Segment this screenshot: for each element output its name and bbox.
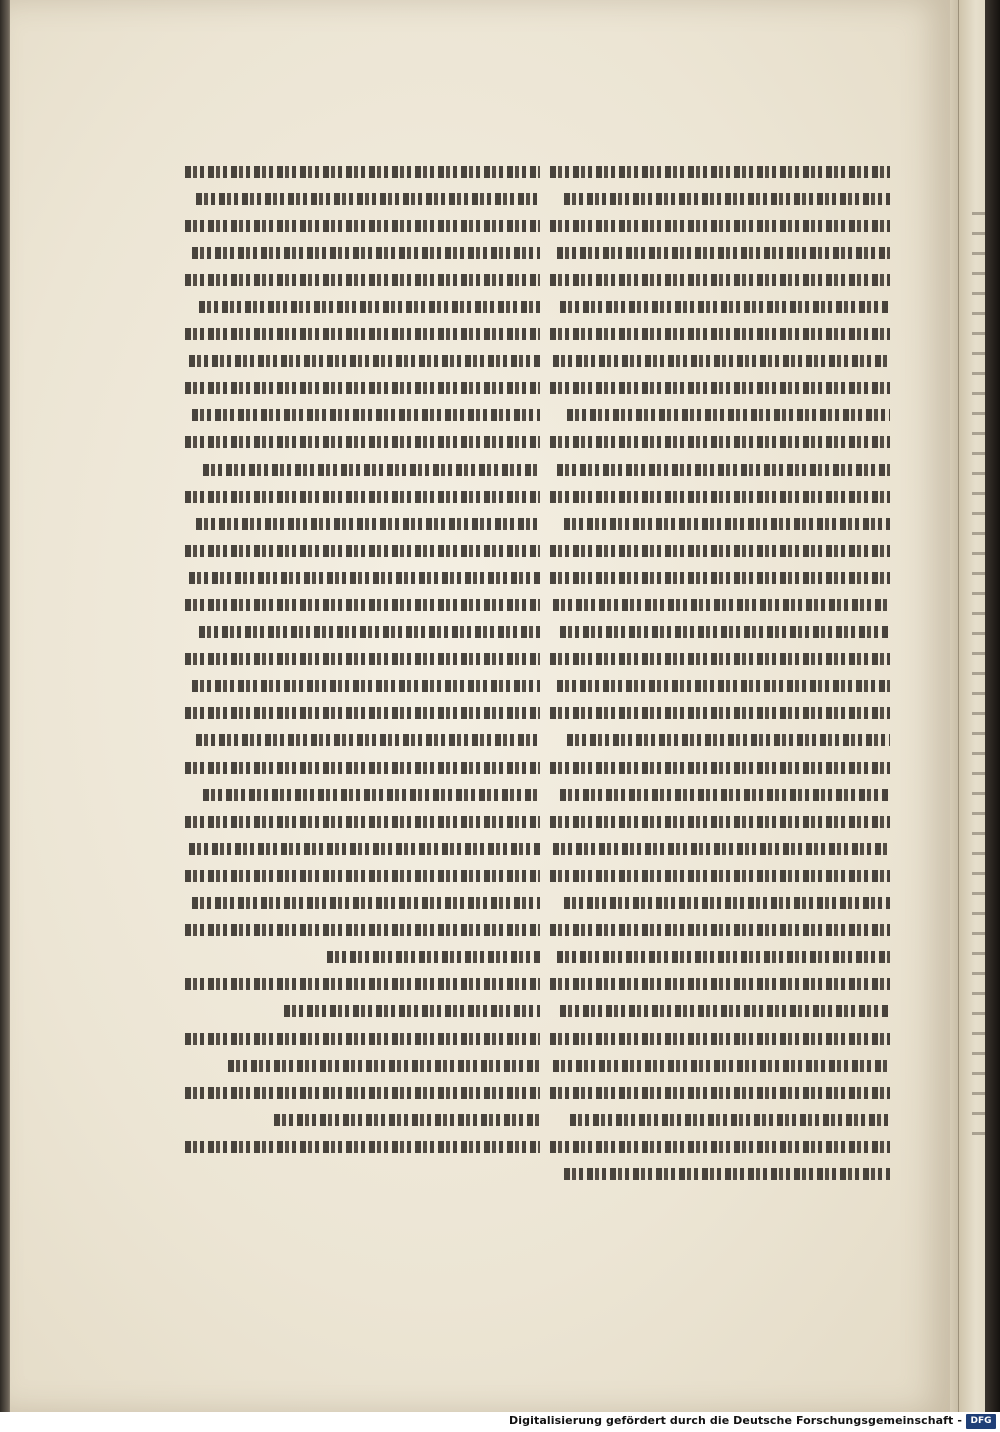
manuscript-text-line — [185, 431, 540, 452]
manuscript-text-line — [550, 160, 890, 181]
handwritten-ink-stroke — [557, 680, 890, 692]
handwritten-ink-stroke — [185, 274, 540, 286]
manuscript-text-line — [550, 837, 890, 858]
handwritten-ink-stroke — [560, 789, 890, 801]
manuscript-text-line — [185, 485, 540, 506]
manuscript-text-line — [185, 946, 540, 967]
handwritten-ink-stroke — [327, 951, 540, 963]
handwritten-ink-stroke — [567, 734, 890, 746]
handwritten-ink-stroke — [564, 518, 890, 530]
manuscript-text-line — [550, 1081, 890, 1102]
handwritten-ink-stroke — [553, 355, 890, 367]
manuscript-text-line — [550, 458, 890, 479]
manuscript-text-line — [550, 431, 890, 452]
handwritten-ink-stroke — [550, 545, 890, 557]
handwritten-ink-stroke — [550, 274, 890, 286]
manuscript-text-line — [185, 187, 540, 208]
handwritten-ink-stroke — [550, 328, 890, 340]
handwritten-ink-stroke — [274, 1114, 540, 1126]
manuscript-text-line — [550, 729, 890, 750]
manuscript-text-line — [550, 946, 890, 967]
handwritten-ink-stroke — [550, 707, 890, 719]
handwritten-ink-stroke — [550, 382, 890, 394]
handwritten-ink-stroke — [550, 762, 890, 774]
manuscript-text-line — [185, 1027, 540, 1048]
manuscript-text-line — [185, 214, 540, 235]
handwritten-ink-stroke — [192, 680, 540, 692]
handwritten-ink-stroke — [185, 870, 540, 882]
manuscript-text-line — [550, 675, 890, 696]
manuscript-text-line — [550, 783, 890, 804]
handwritten-ink-stroke — [192, 409, 540, 421]
handwritten-ink-stroke — [185, 220, 540, 232]
manuscript-text-line — [185, 1054, 540, 1075]
handwritten-ink-stroke — [199, 301, 540, 313]
handwritten-ink-stroke — [550, 978, 890, 990]
manuscript-text-line — [185, 810, 540, 831]
manuscript-text-line — [185, 729, 540, 750]
manuscript-text-line — [550, 1027, 890, 1048]
manuscript-text-line — [185, 241, 540, 262]
handwritten-ink-stroke — [185, 436, 540, 448]
handwritten-ink-stroke — [203, 464, 540, 476]
manuscript-text-line — [550, 512, 890, 533]
manuscript-text-line — [550, 702, 890, 723]
handwritten-ink-stroke — [185, 599, 540, 611]
handwritten-ink-stroke — [196, 193, 540, 205]
handwritten-ink-stroke — [192, 247, 540, 259]
manuscript-text-line — [185, 621, 540, 642]
manuscript-text-line — [550, 919, 890, 940]
handwritten-ink-stroke — [560, 626, 890, 638]
manuscript-text-line — [185, 919, 540, 940]
handwritten-ink-stroke — [550, 924, 890, 936]
handwritten-ink-stroke — [185, 924, 540, 936]
manuscript-text-line — [185, 350, 540, 371]
manuscript-text-line — [550, 756, 890, 777]
manuscript-text-line — [185, 973, 540, 994]
right-text-column — [550, 160, 890, 1190]
manuscript-text-line — [550, 621, 890, 642]
handwritten-ink-stroke — [185, 166, 540, 178]
handwritten-ink-stroke — [196, 734, 540, 746]
funding-credit-text: Digitalisierung gefördert durch die Deutsche Forschungsgemeinschaft - — [509, 1414, 962, 1427]
handwritten-ink-stroke — [564, 897, 890, 909]
manuscript-text-line — [185, 1000, 540, 1021]
manuscript-text-line — [185, 594, 540, 615]
manuscript-text-line — [185, 160, 540, 181]
manuscript-text-line — [550, 1135, 890, 1156]
handwritten-ink-stroke — [196, 518, 540, 530]
handwritten-ink-stroke — [550, 572, 890, 584]
handwritten-ink-stroke — [564, 1168, 890, 1180]
manuscript-text-line — [550, 350, 890, 371]
manuscript-text-line — [550, 973, 890, 994]
manuscript-text-line — [550, 1000, 890, 1021]
manuscript-text-line — [550, 864, 890, 885]
manuscript-text-line — [550, 295, 890, 316]
handwritten-ink-stroke — [550, 491, 890, 503]
handwritten-ink-stroke — [199, 626, 540, 638]
handwritten-ink-stroke — [560, 301, 890, 313]
handwritten-ink-stroke — [185, 328, 540, 340]
manuscript-text-line — [185, 1081, 540, 1102]
handwritten-ink-stroke — [185, 1033, 540, 1045]
manuscript-text-line — [550, 566, 890, 587]
manuscript-text-line — [185, 864, 540, 885]
left-text-column — [185, 160, 540, 1162]
handwritten-ink-stroke — [185, 382, 540, 394]
manuscript-text-line — [550, 187, 890, 208]
handwritten-ink-stroke — [189, 355, 540, 367]
handwritten-ink-stroke — [550, 653, 890, 665]
manuscript-text-line — [185, 675, 540, 696]
handwritten-ink-stroke — [553, 843, 890, 855]
manuscript-text-line — [550, 892, 890, 913]
handwritten-ink-stroke — [560, 1005, 890, 1017]
handwritten-ink-stroke — [550, 816, 890, 828]
manuscript-text-line — [550, 377, 890, 398]
manuscript-text-line — [185, 892, 540, 913]
manuscript-text-line — [550, 404, 890, 425]
handwritten-ink-stroke — [185, 491, 540, 503]
manuscript-text-line — [550, 241, 890, 262]
manuscript-text-line — [185, 837, 540, 858]
handwritten-ink-stroke — [550, 870, 890, 882]
manuscript-text-line — [550, 214, 890, 235]
manuscript-text-line — [185, 566, 540, 587]
manuscript-text-line — [550, 594, 890, 615]
handwritten-ink-stroke — [564, 193, 890, 205]
handwritten-ink-stroke — [567, 409, 890, 421]
handwritten-ink-stroke — [550, 166, 890, 178]
handwritten-ink-stroke — [185, 653, 540, 665]
handwritten-ink-stroke — [228, 1060, 540, 1072]
manuscript-text-line — [185, 1108, 540, 1129]
handwritten-ink-stroke — [550, 1087, 890, 1099]
manuscript-text-line — [550, 648, 890, 669]
handwritten-ink-stroke — [553, 599, 890, 611]
manuscript-text-line — [550, 1162, 890, 1183]
manuscript-text-line — [550, 1108, 890, 1129]
handwritten-ink-stroke — [185, 1087, 540, 1099]
manuscript-text-line — [185, 783, 540, 804]
handwritten-ink-stroke — [185, 978, 540, 990]
handwritten-ink-stroke — [189, 843, 540, 855]
handwritten-ink-stroke — [185, 707, 540, 719]
manuscript-text-line — [550, 323, 890, 344]
manuscript-text-line — [185, 756, 540, 777]
dfg-logo-icon: DFG — [966, 1414, 996, 1429]
manuscript-text-line — [550, 810, 890, 831]
funding-banner — [0, 1412, 1000, 1432]
manuscript-text-line — [185, 295, 540, 316]
handwritten-ink-stroke — [550, 436, 890, 448]
manuscript-text-line — [550, 539, 890, 560]
manuscript-text-line — [185, 268, 540, 289]
manuscript-page — [10, 0, 950, 1412]
manuscript-text-line — [185, 404, 540, 425]
handwritten-ink-stroke — [192, 897, 540, 909]
manuscript-text-line — [185, 323, 540, 344]
manuscript-text-line — [185, 648, 540, 669]
handwritten-ink-stroke — [557, 247, 890, 259]
manuscript-text-line — [185, 1135, 540, 1156]
handwritten-ink-stroke — [550, 220, 890, 232]
handwritten-ink-stroke — [553, 1060, 890, 1072]
book-binding — [985, 0, 1000, 1412]
handwritten-ink-stroke — [570, 1114, 890, 1126]
handwritten-ink-stroke — [185, 1141, 540, 1153]
manuscript-text-line — [185, 512, 540, 533]
manuscript-text-line — [185, 377, 540, 398]
handwritten-ink-stroke — [550, 1033, 890, 1045]
manuscript-text-line — [550, 485, 890, 506]
manuscript-text-line — [185, 702, 540, 723]
manuscript-text-line — [550, 268, 890, 289]
handwritten-ink-stroke — [557, 464, 890, 476]
handwritten-ink-stroke — [550, 1141, 890, 1153]
handwritten-ink-stroke — [185, 545, 540, 557]
manuscript-text-line — [185, 458, 540, 479]
handwritten-ink-stroke — [185, 816, 540, 828]
manuscript-text-line — [550, 1054, 890, 1075]
handwritten-ink-stroke — [203, 789, 540, 801]
handwritten-ink-stroke — [284, 1005, 540, 1017]
handwritten-ink-stroke — [185, 762, 540, 774]
handwritten-ink-stroke — [189, 572, 540, 584]
manuscript-text-line — [185, 539, 540, 560]
handwritten-ink-stroke — [557, 951, 890, 963]
